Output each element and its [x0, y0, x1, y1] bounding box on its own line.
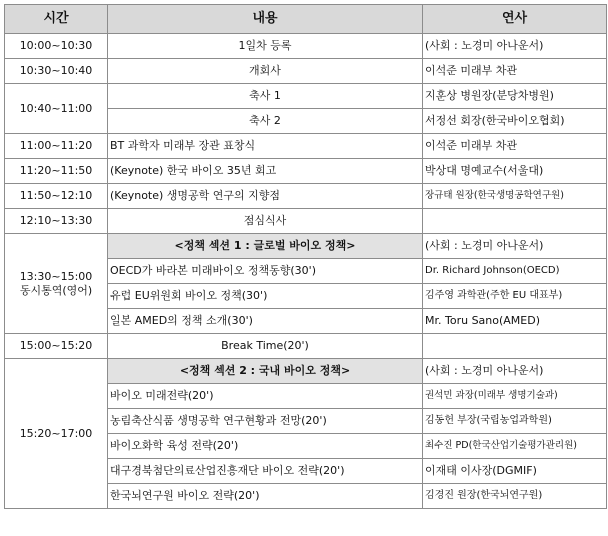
time-cell: 15:00~15:20 — [5, 334, 108, 359]
time-cell: 10:30~10:40 — [5, 59, 108, 84]
time-cell: 15:20~17:00 — [5, 359, 108, 509]
time-cell: 11:00~11:20 — [5, 134, 108, 159]
schedule-table — [4, 4, 607, 509]
speaker-cell: 김경진 원장(한국뇌연구원) — [423, 484, 607, 509]
content-cell: 점심식사 — [108, 209, 423, 234]
speaker-cell: 최수진 PD(한국산업기술평가관리원) — [423, 434, 607, 459]
speaker-cell: 이재태 이사장(DGMIF) — [423, 459, 607, 484]
table-row — [5, 184, 607, 209]
session-row — [5, 234, 607, 259]
time-cell-interpreted — [5, 234, 108, 334]
speaker-cell: Dr. Richard Johnson(OECD) — [423, 259, 607, 284]
speaker-cell: 이석준 미래부 차관 — [423, 134, 607, 159]
content-cell: 대구경북첨단의료산업진흥재단 바이오 전략(20') — [108, 459, 423, 484]
session-title: <정책 섹션 1 : 글로벌 바이오 정책> — [108, 234, 423, 259]
speaker-cell: (사회 : 노경미 아나운서) — [423, 34, 607, 59]
session-row — [5, 359, 607, 384]
speaker-cell — [423, 334, 607, 359]
content-cell: 한국뇌연구원 바이오 전략(20') — [108, 484, 423, 509]
time-cell: 11:20~11:50 — [5, 159, 108, 184]
time-range: 13:30~15:00 — [19, 269, 93, 283]
table-row — [5, 209, 607, 234]
speaker-cell — [423, 209, 607, 234]
header-row — [5, 5, 607, 34]
header-speaker: 연사 — [423, 5, 607, 34]
speaker-cell: (사회 : 노경미 아나운서) — [423, 234, 607, 259]
session-title: <정책 섹션 2 : 국내 바이오 정책> — [108, 359, 423, 384]
content-cell: 바이오화학 육성 전략(20') — [108, 434, 423, 459]
interpretation-note: 동시통역(영어) — [19, 283, 93, 297]
time-cell: 10:00~10:30 — [5, 34, 108, 59]
speaker-cell: 이석준 미래부 차관 — [423, 59, 607, 84]
speaker-cell: 김동헌 부장(국립농업과학원) — [423, 409, 607, 434]
speaker-cell: (사회 : 노경미 아나운서) — [423, 359, 607, 384]
time-cell: 10:40~11:00 — [5, 84, 108, 134]
table-row — [5, 34, 607, 59]
speaker-cell: 권석민 과장(미래부 생명기술과) — [423, 384, 607, 409]
speaker-cell: 서정선 회장(한국바이오협회) — [423, 109, 607, 134]
content-cell: 축사 1 — [108, 84, 423, 109]
content-cell: 농림축산식품 생명공학 연구현황과 전망(20') — [108, 409, 423, 434]
speaker-cell: 박상대 명예교수(서울대) — [423, 159, 607, 184]
content-cell: BT 과학자 미래부 장관 표창식 — [108, 134, 423, 159]
content-cell: 유럽 EU위원회 바이오 정책(30') — [108, 284, 423, 309]
content-cell: OECD가 바라본 미래바이오 정책동향(30') — [108, 259, 423, 284]
table-row — [5, 334, 607, 359]
header-content: 내용 — [108, 5, 423, 34]
content-cell: 축사 2 — [108, 109, 423, 134]
content-cell: Break Time(20') — [108, 334, 423, 359]
table-row — [5, 84, 607, 109]
content-cell: 바이오 미래전략(20') — [108, 384, 423, 409]
header-time: 시간 — [5, 5, 108, 34]
content-cell: (Keynote) 한국 바이오 35년 회고 — [108, 159, 423, 184]
content-cell: 개회사 — [108, 59, 423, 84]
time-cell: 11:50~12:10 — [5, 184, 108, 209]
table-row — [5, 59, 607, 84]
table-row — [5, 134, 607, 159]
table-row — [5, 159, 607, 184]
speaker-cell: 지훈상 병원장(분당차병원) — [423, 84, 607, 109]
content-cell: (Keynote) 생명공학 연구의 지향점 — [108, 184, 423, 209]
speaker-cell: 장규태 원장(한국생명공학연구원) — [423, 184, 607, 209]
content-cell: 일본 AMED의 정책 소개(30') — [108, 309, 423, 334]
speaker-cell: Mr. Toru Sano(AMED) — [423, 309, 607, 334]
time-cell: 12:10~13:30 — [5, 209, 108, 234]
speaker-cell: 김주영 과학관(주한 EU 대표부) — [423, 284, 607, 309]
content-cell: 1일차 등록 — [108, 34, 423, 59]
